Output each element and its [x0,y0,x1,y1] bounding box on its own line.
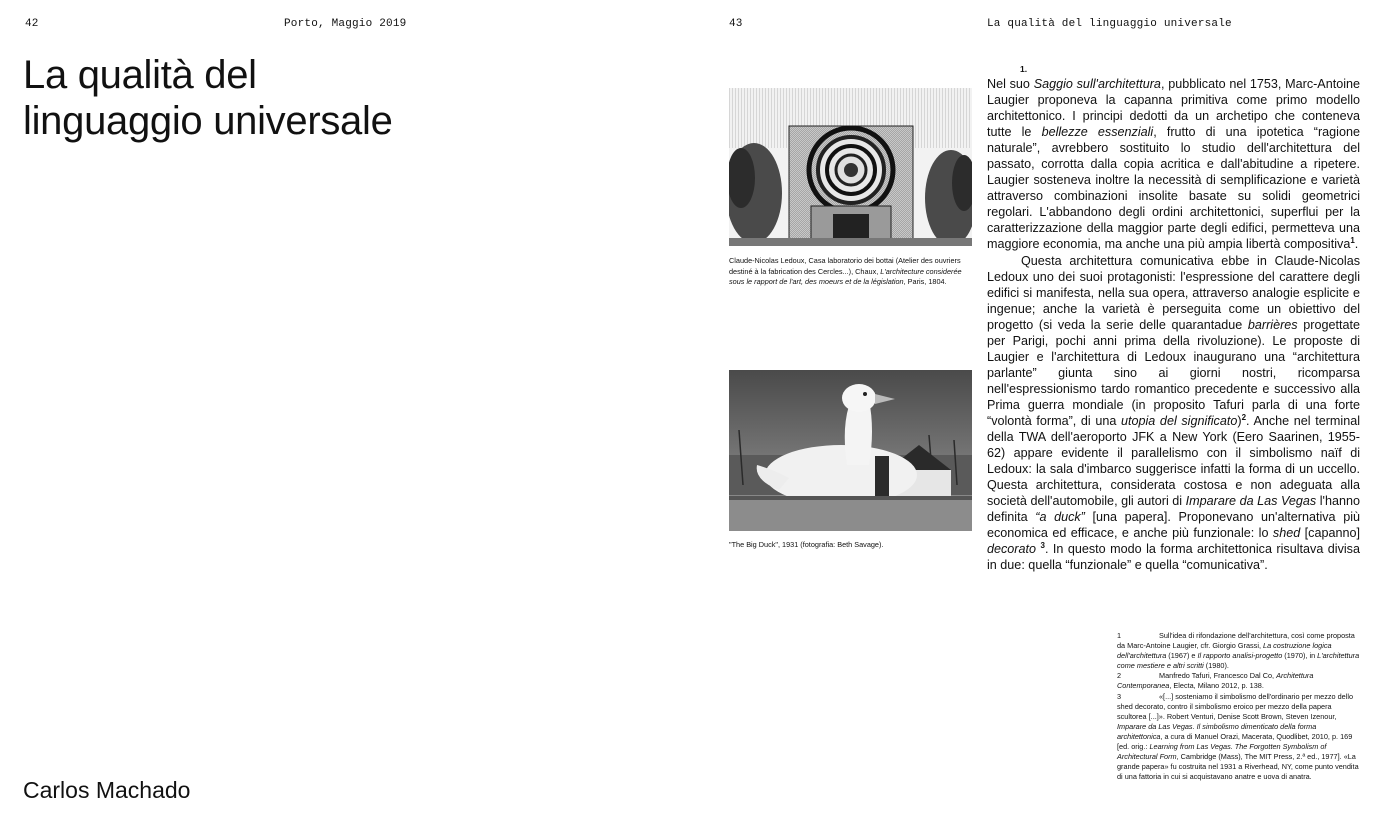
fn2-italic: Architettura Contemporanea [1117,671,1314,691]
fn1-italic: La costruzione logica dell'architettura [1117,641,1332,661]
p2-seg: ) [1237,413,1242,428]
figure-big-duck-photo [729,370,972,531]
figure-1-caption [729,256,975,288]
p2-seg: [una papera]. Proponevano un'alternativa più economica ed efficace, e anche più funzionale: lo [987,510,1360,541]
fn3-italic: Imparare da Las Vegas. Il simbolismo dimenticato della forma architettonica [1117,721,1317,741]
figure-1-caption-text: Claude-Nicolas Ledoux, Casa laboratorio dei bottai (Atelier des ouvriers destiné à la fabrication des Cercles...), Chaux, [729,256,961,276]
fn3-seg: , a cura di Manuel Orazi, Macerata, Quodlibet, 2010, p. 169 [ed. orig.: [1117,731,1353,752]
fn1-seg: Sull'idea di rifondazione dell'architettura, così come proposta da Marc-Antoine Laugier, cfr. Giorgio Grassi, [1117,631,1355,651]
fn1-seg: (1967) e [1166,651,1198,661]
p2-italic-imparare: Imparare da Las Vegas [1185,494,1317,509]
fn1-italic: L'architettura come mestiere e altri scritti [1117,651,1360,671]
p2-seg: l'hanno definita [987,494,1360,525]
left-page-number: 42 [25,18,39,30]
right-running-head: La qualità del linguaggio universale [987,18,1232,30]
p1-italic-saggio: Saggio sull'architettura [1033,77,1161,91]
fn2-seg: , Electa, Milano 2012, p. 138. [1169,681,1264,691]
left-running-head: Porto, Maggio 2019 [284,18,407,30]
fn1-seg: (1980). [1203,661,1229,671]
fn3-italic: Learning from Las Vegas. The Forgotten Symbolism of Architectural Form [1117,742,1327,762]
p2-italic-decorato: decorato [987,542,1037,557]
footnotes [1117,631,1360,782]
footnote-2-number: 2 [1117,671,1122,681]
p2-seg: [capanno] [1300,526,1360,541]
figure-1-caption-end: , Paris, 1804. [903,277,947,286]
ledoux-engraving-illustration [729,88,972,246]
p2-seg: Questa architettura comunicativa ebbe in Claude-Nicolas Ledoux uno dei suoi protagonisti: l'espressione del carattere degli edifici si manifesta, nella sua opera, attraverso analogie esplicite e ingenue; anche la varietà è perseguita come un obiettivo del progetto (si veda la serie delle quarantadue [987,253,1360,332]
footnote-2 [1117,671,1360,691]
footnote-1-number: 1 [1117,631,1122,640]
fn1-seg: (1970), in [1282,651,1318,661]
p2-seg: progettate per Parigi, pochi anni prima della rivoluzione). Le proposte di Laugier e l'architettura di Ledoux inaugurano una “architettura parlante” giunta sino ai giorni nostri, ricomparsa nell'espressionismo tardo romantico precedente e successivo alla Prima guerra mondiale (in proposito Tafuri parla di una forte “volontà forma”, di una [987,317,1360,428]
chapter-title-line-1: La qualità del [23,53,257,97]
fn3-seg: , Cambridge (Mass), The MIT Press, 2.ª ed., 1977]. «La grande papera» fu costruita nel 1931 a Riverhead, NY, come punto vendita di una fattoria in cui si acquistavano anatre e uova di anatra. [1117,752,1359,782]
p2-italic-aduck: “a duck” [1035,510,1085,525]
figure-2-caption: "The Big Duck", 1931 (fotografia: Beth Savage). [729,540,884,549]
figure-1-caption-title: L'architecture considerée sous le rapport de l'art, des moeurs et de la législation [729,266,962,286]
author-name: Carlos Machado [23,777,191,803]
fn2-seg: Manfredo Tafuri, Francesco Dal Co, [1159,671,1277,681]
p1-seg: Nel suo [987,77,1034,91]
body-text [987,76,1360,573]
p2-italic-shed: shed [1272,526,1301,541]
footnote-3 [1117,692,1360,783]
chapter-title-line-2: linguaggio universale [23,99,393,143]
fn1-italic: Il rapporto analisi-progetto [1197,651,1283,661]
footnote-3-number: 3 [1117,691,1122,701]
fn3-seg: «[...] sosteniamo il simbolismo dell'ordinario per mezzo dello shed decorato, contro il simbolismo eroico per mezzo della papera scultorea [...]». Robert Venturi, Denise Scott Brown, Steven Izenour, [1117,691,1354,721]
p2-seg: . Anche nel terminal della TWA dell'aeroporto JFK a New York (Eero Saarinen, 1955-62) appare evidente il parallelismo con il simbolismo naïf di Ledoux: la sala d'imbarco suggerisce infatti la forma di un uccello. Questa architettura, considerata costosa e non adeguata alla società dell'automobile, gli autori di [987,413,1361,509]
footnote-ref-3[interactable]: 3 [1040,541,1045,551]
p1-seg: , pubblicato nel 1753, Marc-Antoine Laugier proponeva la capanna primitiva come primo modello architettonico. I principi dedotti da un archetipo che conteneva tutte le [987,77,1361,140]
footnote-1 [1117,631,1360,671]
footnote-ref-1[interactable]: 1 [1350,236,1355,246]
chapter-title [23,52,393,144]
p1-seg: . [1354,237,1359,252]
p2-seg: . In questo modo la forma architettonica risultava divisa in due: quella “funzionale” e quella “comunicativa”. [987,542,1360,573]
paragraph-1 [987,76,1360,253]
footnote-ref-2[interactable]: 2 [1241,412,1247,422]
figure-ledoux-engraving [729,88,972,246]
p2-italic-utopia: utopia del significato [1121,413,1238,428]
p1-seg: , frutto di una ipotetica “ragione naturale”, avrebbero sostituito lo studio dell'architettura del passato, corrotta dalla copia acritica e dall'abitudine a ripetere. Laugier sosteneva inoltre la necessità di semplificazione e varietà attraverso combinazioni insolite basate su solidi geometrici regolari. L'abbandono degli ordini architettonici, superflui per la caratterizzazione della maggior parte degli edifici, permetteva una maggiore economia, ma anche una più ampia libertà compositiva [987,125,1360,252]
section-number: 1. [1020,64,1028,74]
p1-italic-bellezze: bellezze essenziali [1041,125,1154,140]
p2-italic-barrieres: barrières [1247,317,1298,332]
right-page-number: 43 [729,18,743,30]
big-duck-photo-illustration [729,370,972,531]
paragraph-2 [987,253,1360,574]
